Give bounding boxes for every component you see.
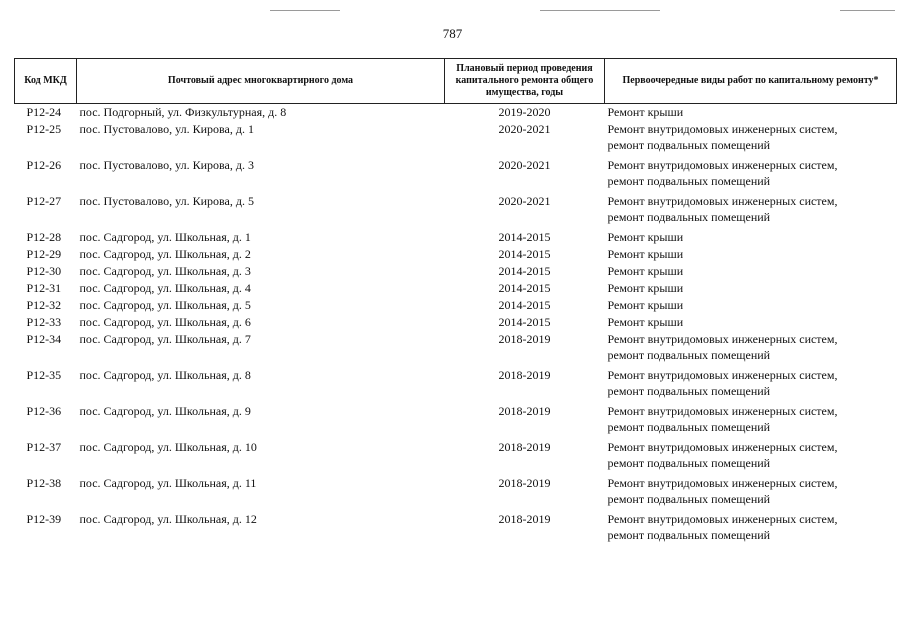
- table-row: [15, 403, 897, 439]
- cell-period: 2020-2021: [498, 194, 551, 208]
- cell-period: 2014-2015: [498, 230, 551, 244]
- cell-code: Р12-32: [26, 298, 62, 312]
- cell-address: пос. Садгород, ул. Школьная, д. 9: [79, 404, 251, 418]
- cell-works: [605, 439, 897, 475]
- table-row: [15, 280, 897, 297]
- works-line: ремонт подвальных помещений: [607, 174, 771, 188]
- cell-code: Р12-36: [26, 404, 62, 418]
- cell-code: Р12-34: [26, 332, 62, 346]
- works-line: ремонт подвальных помещений: [607, 210, 771, 224]
- cell-period: 2018-2019: [498, 512, 551, 526]
- cell-works: [605, 314, 897, 331]
- works-line: ремонт подвальных помещений: [607, 492, 771, 506]
- cell-address: пос. Садгород, ул. Школьная, д. 4: [79, 281, 251, 295]
- works-line: Ремонт внутридомовых инженерных систем,: [607, 512, 838, 526]
- table-row: [15, 439, 897, 475]
- cell-works: [605, 121, 897, 157]
- cell-works: [605, 193, 897, 229]
- cell-address: пос. Садгород, ул. Школьная, д. 10: [79, 440, 257, 454]
- cell-works: [605, 331, 897, 367]
- repair-schedule-table: [14, 58, 897, 547]
- cell-address: пос. Садгород, ул. Школьная, д. 8: [79, 368, 251, 382]
- works-line: Ремонт крыши: [607, 281, 684, 295]
- works-line: Ремонт крыши: [607, 105, 684, 119]
- works-line: Ремонт внутридомовых инженерных систем,: [607, 476, 838, 490]
- cell-works: [605, 104, 897, 122]
- table-row: [15, 331, 897, 367]
- scan-artifact: [540, 10, 660, 11]
- cell-code: Р12-39: [26, 512, 62, 526]
- cell-address: пос. Садгород, ул. Школьная, д. 7: [79, 332, 251, 346]
- works-line: Ремонт крыши: [607, 264, 684, 278]
- cell-address: пос. Садгород, ул. Школьная, д. 1: [79, 230, 251, 244]
- works-line: ремонт подвальных помещений: [607, 138, 771, 152]
- cell-works: [605, 297, 897, 314]
- works-line: ремонт подвальных помещений: [607, 420, 771, 434]
- cell-period: 2018-2019: [498, 440, 551, 454]
- cell-code: Р12-27: [26, 194, 62, 208]
- cell-code: Р12-31: [26, 281, 62, 295]
- table-row: [15, 121, 897, 157]
- table-row: [15, 263, 897, 280]
- works-line: Ремонт крыши: [607, 298, 684, 312]
- table-row: [15, 246, 897, 263]
- cell-address: пос. Пустовалово, ул. Кирова, д. 1: [79, 122, 254, 136]
- works-line: Ремонт крыши: [607, 315, 684, 329]
- cell-period: 2014-2015: [498, 315, 551, 329]
- cell-address: пос. Садгород, ул. Школьная, д. 5: [79, 298, 251, 312]
- cell-code: Р12-38: [26, 476, 62, 490]
- cell-address: пос. Садгород, ул. Школьная, д. 11: [79, 476, 257, 490]
- header-code: Код МКД: [15, 59, 77, 104]
- table-row: [15, 157, 897, 193]
- cell-period: 2014-2015: [498, 281, 551, 295]
- cell-works: [605, 280, 897, 297]
- cell-address: пос. Садгород, ул. Школьная, д. 2: [79, 247, 251, 261]
- cell-period: 2019-2020: [498, 105, 551, 119]
- works-line: Ремонт внутридомовых инженерных систем,: [607, 404, 838, 418]
- cell-code: Р12-33: [26, 315, 62, 329]
- cell-code: Р12-37: [26, 440, 62, 454]
- page-number: 787: [442, 26, 463, 41]
- header-address: Почтовый адрес многоквартирного дома: [77, 59, 445, 104]
- table-row: [15, 511, 897, 547]
- cell-period: 2020-2021: [498, 158, 551, 172]
- works-line: Ремонт внутридомовых инженерных систем,: [607, 158, 838, 172]
- cell-address: пос. Садгород, ул. Школьная, д. 3: [79, 264, 251, 278]
- cell-address: пос. Подгорный, ул. Физкультурная, д. 8: [79, 105, 287, 119]
- table-body: [15, 104, 897, 548]
- cell-code: Р12-24: [26, 105, 62, 119]
- cell-period: 2018-2019: [498, 476, 551, 490]
- header-works: Первоочередные виды работ по капитальному ремонту*: [605, 59, 897, 104]
- cell-works: [605, 403, 897, 439]
- cell-period: 2018-2019: [498, 368, 551, 382]
- table-header-row: [15, 59, 897, 104]
- cell-address: пос. Пустовалово, ул. Кирова, д. 5: [79, 194, 254, 208]
- cell-code: Р12-26: [26, 158, 62, 172]
- cell-works: [605, 511, 897, 547]
- cell-period: 2014-2015: [498, 264, 551, 278]
- table-row: [15, 367, 897, 403]
- works-line: Ремонт крыши: [607, 247, 684, 261]
- scan-artifact: [840, 10, 895, 11]
- cell-period: 2014-2015: [498, 247, 551, 261]
- cell-works: [605, 246, 897, 263]
- cell-works: [605, 229, 897, 246]
- cell-code: Р12-25: [26, 122, 62, 136]
- table-row: [15, 314, 897, 331]
- cell-period: 2018-2019: [498, 332, 551, 346]
- works-line: Ремонт внутридомовых инженерных систем,: [607, 332, 838, 346]
- works-line: Ремонт внутридомовых инженерных систем,: [607, 440, 838, 454]
- table-row: [15, 193, 897, 229]
- cell-code: Р12-29: [26, 247, 62, 261]
- cell-period: 2020-2021: [498, 122, 551, 136]
- cell-period: 2018-2019: [498, 404, 551, 418]
- cell-works: [605, 157, 897, 193]
- works-line: Ремонт внутридомовых инженерных систем,: [607, 194, 838, 208]
- header-period: Плановый период проведения капитального ремонта общего имущества, годы: [445, 59, 605, 104]
- cell-works: [605, 263, 897, 280]
- cell-address: пос. Садгород, ул. Школьная, д. 6: [79, 315, 251, 329]
- cell-code: Р12-28: [26, 230, 62, 244]
- works-line: Ремонт крыши: [607, 230, 684, 244]
- works-line: Ремонт внутридомовых инженерных систем,: [607, 368, 838, 382]
- works-line: ремонт подвальных помещений: [607, 528, 771, 542]
- cell-address: пос. Пустовалово, ул. Кирова, д. 3: [79, 158, 254, 172]
- works-line: ремонт подвальных помещений: [607, 384, 771, 398]
- works-line: ремонт подвальных помещений: [607, 456, 771, 470]
- cell-address: пос. Садгород, ул. Школьная, д. 12: [79, 512, 257, 526]
- works-line: Ремонт внутридомовых инженерных систем,: [607, 122, 838, 136]
- scan-artifact: [270, 10, 340, 11]
- table-row: [15, 475, 897, 511]
- cell-works: [605, 475, 897, 511]
- table-row: [15, 104, 897, 122]
- cell-works: [605, 367, 897, 403]
- cell-period: 2014-2015: [498, 298, 551, 312]
- cell-code: Р12-35: [26, 368, 62, 382]
- cell-code: Р12-30: [26, 264, 62, 278]
- works-line: ремонт подвальных помещений: [607, 348, 771, 362]
- table-row: [15, 297, 897, 314]
- table-row: [15, 229, 897, 246]
